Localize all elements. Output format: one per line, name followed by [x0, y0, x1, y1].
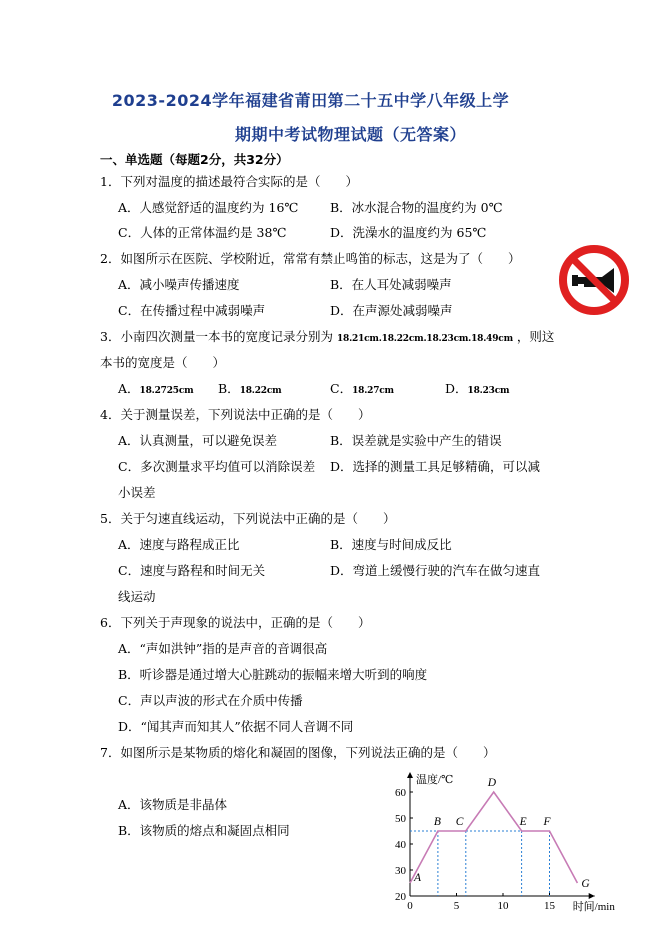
- q3-option-a: [118, 381, 193, 399]
- q3-option-d: [445, 381, 509, 399]
- point-label-B: B: [433, 816, 441, 828]
- y-tick-label-30: 30: [395, 865, 406, 877]
- point-label-A: A: [414, 872, 422, 884]
- q6-option-a: A．“声如洪钟”指的是声音的音调很高: [118, 641, 328, 656]
- q7-stem: 7．如图所示是某物质的熔化和凝固的图像，下列说法正确的是（ ）: [100, 745, 496, 760]
- q2-option-d: D．在声源处减弱噪声: [330, 303, 453, 318]
- x-tick-label-0: 0: [407, 900, 413, 912]
- q3-stem-suffix: ，则这: [516, 329, 555, 344]
- q7-option-b: B．该物质的熔点和凝固点相同: [118, 823, 290, 838]
- point-label-F: F: [543, 816, 551, 828]
- x-tick-label-5: 5: [453, 900, 460, 912]
- y-axis-arrow: [407, 772, 413, 778]
- point-label-C: C: [455, 816, 464, 828]
- q2-option-c: C．在传播过程中减弱噪声: [118, 303, 266, 318]
- q5-option-d-cont: 线运动: [118, 589, 156, 604]
- q3-option-d-value: 18.23cm: [467, 386, 510, 396]
- x-axis-arrow: [589, 893, 595, 899]
- y-axis-label: 温度/℃: [416, 774, 454, 786]
- q3-option-b-value: 18.22cm: [239, 386, 282, 396]
- q4-option-d: D．选择的测量工具足够精确，可以减: [330, 459, 541, 474]
- series-line: [410, 792, 577, 883]
- q1-option-d: D．洗澡水的温度约为 65℃: [330, 225, 487, 240]
- q4-option-b: B．误差就是实验中产生的错误: [330, 433, 502, 448]
- q5-option-c: C．速度与路程和时间无关: [118, 563, 266, 578]
- q5-option-a: A．速度与路程成正比: [118, 537, 240, 552]
- no-horn-icon: [558, 244, 630, 316]
- q1-option-b: B．冰水混合物的温度约为 0℃: [330, 200, 503, 215]
- q5-option-b: B．速度与时间成反比: [330, 537, 452, 552]
- q2-option-a: A．减小噪声传播速度: [118, 277, 240, 292]
- point-label-D: D: [487, 777, 497, 789]
- y-tick-label-60: 60: [395, 787, 406, 799]
- q4-stem: 4．关于测量误差，下列说法中正确的是（ ）: [100, 407, 371, 422]
- q4-option-d-cont: 小误差: [118, 485, 156, 500]
- q3-option-b: [218, 381, 281, 399]
- q3-stem: [100, 329, 554, 347]
- q6-option-b: B．听诊器是通过增大心脏跳动的振幅来增大听到的响度: [118, 667, 428, 682]
- q3-option-a-value: 18.2725cm: [139, 386, 194, 396]
- q7-option-a: A．该物质是非晶体: [118, 797, 228, 812]
- y-tick-label-20: 20: [395, 891, 406, 903]
- q3-option-c: [330, 381, 394, 399]
- q3-measurements: 18.21cm.18.22cm.18.23cm.18.49cm: [336, 334, 513, 344]
- y-tick-label-40: 40: [395, 839, 406, 851]
- q3-stem-line2: 本书的宽度是（ ）: [100, 355, 226, 370]
- q6-stem: 6．下列关于声现象的说法中，正确的是（ ）: [100, 615, 371, 630]
- point-label-G: G: [581, 878, 590, 890]
- q4-option-a: A．认真测量，可以避免误差: [118, 433, 278, 448]
- q4-option-c: C．多次测量求平均值可以消除误差: [118, 459, 316, 474]
- x-tick-label-10: 10: [497, 900, 509, 912]
- q3-option-c-label: C．: [330, 381, 353, 396]
- q6-option-c: C．声以声波的形式在介质中传播: [118, 693, 303, 708]
- q3-stem-prefix: 3．小南四次测量一本书的宽度记录分别为: [100, 329, 333, 344]
- q5-option-d: D．弯道上缓慢行驶的汽车在做匀速直: [330, 563, 541, 578]
- q2-stem: 2．如图所示在医院、学校附近，常常有禁止鸣笛的标志，这是为了（ ）: [100, 251, 521, 266]
- q6-option-d: D．“闻其声而知其人”依据不同人音调不同: [118, 719, 354, 734]
- q3-option-d-label: D．: [445, 381, 468, 396]
- q1-option-a: A．人感觉舒适的温度约为 16℃: [118, 200, 299, 215]
- q2-option-b: B．在人耳处减弱噪声: [330, 277, 452, 292]
- document-title-line1: 2023-2024学年福建省莆田第二十五中学八年级上学: [111, 91, 510, 110]
- q1-stem: 1．下列对温度的描述最符合实际的是（ ）: [100, 174, 358, 189]
- section-heading: 一、单选题（每题2分，共32分）: [100, 152, 289, 167]
- q1-option-c: C．人体的正常体温约是 38℃: [118, 225, 287, 240]
- x-tick-label-15: 15: [544, 900, 555, 912]
- x-axis-label: 时间/min: [572, 901, 615, 913]
- melting-solidification-chart: [380, 768, 642, 918]
- q3-option-c-value: 18.27cm: [352, 386, 394, 396]
- y-tick-label-50: 50: [395, 813, 406, 825]
- q3-option-a-label: A．: [118, 381, 140, 396]
- document-title-line2: 期期中考试物理试题（无答案）: [234, 125, 466, 144]
- q3-option-b-label: B．: [218, 381, 240, 396]
- q5-stem: 5．关于匀速直线运动，下列说法中正确的是（ ）: [100, 511, 396, 526]
- point-label-E: E: [519, 816, 527, 828]
